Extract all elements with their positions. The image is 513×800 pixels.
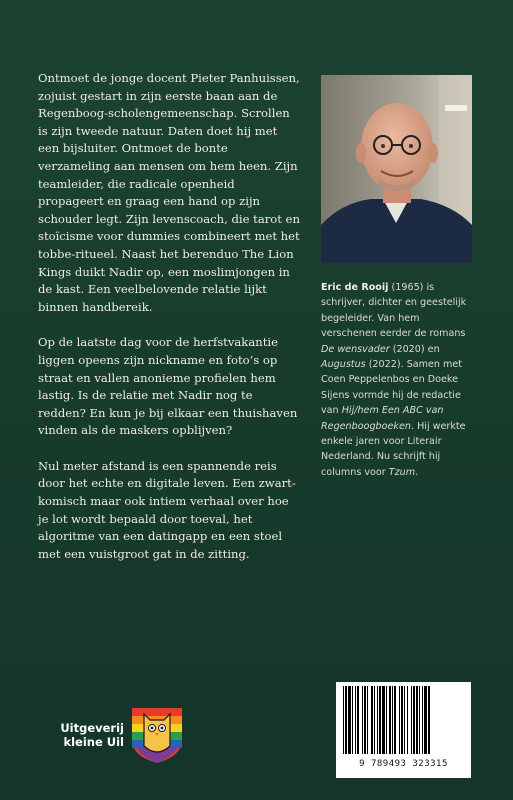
barcode-bar — [424, 686, 427, 754]
publisher-name: Uitgeverij kleine Uil — [60, 721, 124, 749]
barcode-bar — [422, 686, 423, 754]
barcode-bar — [399, 686, 400, 754]
barcode-bar — [401, 686, 403, 754]
isbn-barcode — [336, 682, 471, 778]
barcode-bar — [392, 686, 393, 754]
barcode-bar — [364, 686, 366, 754]
publication-title: Tzum — [388, 466, 416, 478]
barcode-bar — [367, 686, 368, 754]
barcode-bar — [371, 686, 373, 754]
blurb-paragraph: Ontmoet de jonge docent Pieter Panhuissen, zojuist gestart in zijn eerste baan aan de Regenboog-scholengemeenschap. Scrollen is zijn tweede natuur. Daten doet hij met een bijsluiter. Ontmoet de bonte verzameling aan mensen om hem heen. Zijn teamleider, die radicale openheid propageert en graag een hand op zijn schouder legt. Zijn levenscoach, die tarot en stoïcisme voor dummies combineert met het tobbe-ritueel. Naast het berenduo The Lion Kings duikt Nadir op, een moslimjongen in de kast. Een veelbelovende relatie lijkt binnen handbereik. — [38, 71, 300, 314]
author-name: Eric de Rooij — [321, 282, 389, 293]
barcode-bar — [374, 686, 375, 754]
barcode-bar — [362, 686, 363, 754]
author-bio: Eric de Rooij (1965) is schrijver, dichter en geestelijk begeleider. Van hem verschenen eerder de romans De wensvader (2020) en Augustus (2022). Samen met Coen Peppelenbos en Doeke Sijens vormde hij de redactie van Hij/hem Een ABC van Regenboogboeken. Hij werkte enkele jaren voor Literair Nederland. Nu schrijft hij columns voor Tzum. — [321, 282, 467, 478]
barcode-bar — [428, 686, 430, 754]
barcode-bar — [379, 686, 381, 754]
barcode-bar — [348, 686, 351, 754]
book-title: De wensvader — [321, 343, 390, 355]
barcode-bar — [357, 686, 359, 754]
isbn-number: 9 789493 323315 — [359, 759, 448, 769]
blurb-paragraph: Nul meter afstand is een spannende reis door het echte en digitale leven. Een zwart-komisch maar ook intiem verhaal over hoe je lot wordt bepaald door toeval, het algoritme van een datingapp en een stoel met een vuistgroot gat in de zitting. — [38, 458, 296, 561]
barcode-bar — [386, 686, 387, 754]
barcode-bar — [345, 686, 347, 754]
publisher-logo — [52, 706, 188, 764]
book-title: Augustus — [321, 359, 366, 371]
barcode-bar — [419, 686, 420, 754]
owl-rainbow-icon — [130, 706, 184, 764]
barcode-bar — [343, 686, 344, 754]
barcode-bar — [352, 686, 353, 754]
barcode-bar — [377, 686, 378, 754]
barcode-bar — [411, 686, 412, 754]
barcode-bar — [394, 686, 396, 754]
book-blurb — [38, 70, 300, 581]
barcode-bar — [382, 686, 385, 754]
barcode-bar — [413, 686, 415, 754]
barcode-bar — [389, 686, 391, 754]
barcode-bar — [355, 686, 356, 754]
barcode-bar — [416, 686, 418, 754]
author-photo — [321, 75, 472, 263]
barcode-bar — [404, 686, 405, 754]
book-title: Hij/hem Een ABC van Regenboogboeken — [321, 405, 444, 432]
barcode-bar — [407, 686, 408, 754]
blurb-paragraph: Op de laatste dag voor de herfstvakantie liggen opeens zijn nickname en foto’s op straat en vallen anonieme profielen hem lastig. Is de relatie met Nadir nog te redden? En kun je bij elkaar een thuishaven vinden als de maskers opblijven? — [38, 335, 298, 438]
